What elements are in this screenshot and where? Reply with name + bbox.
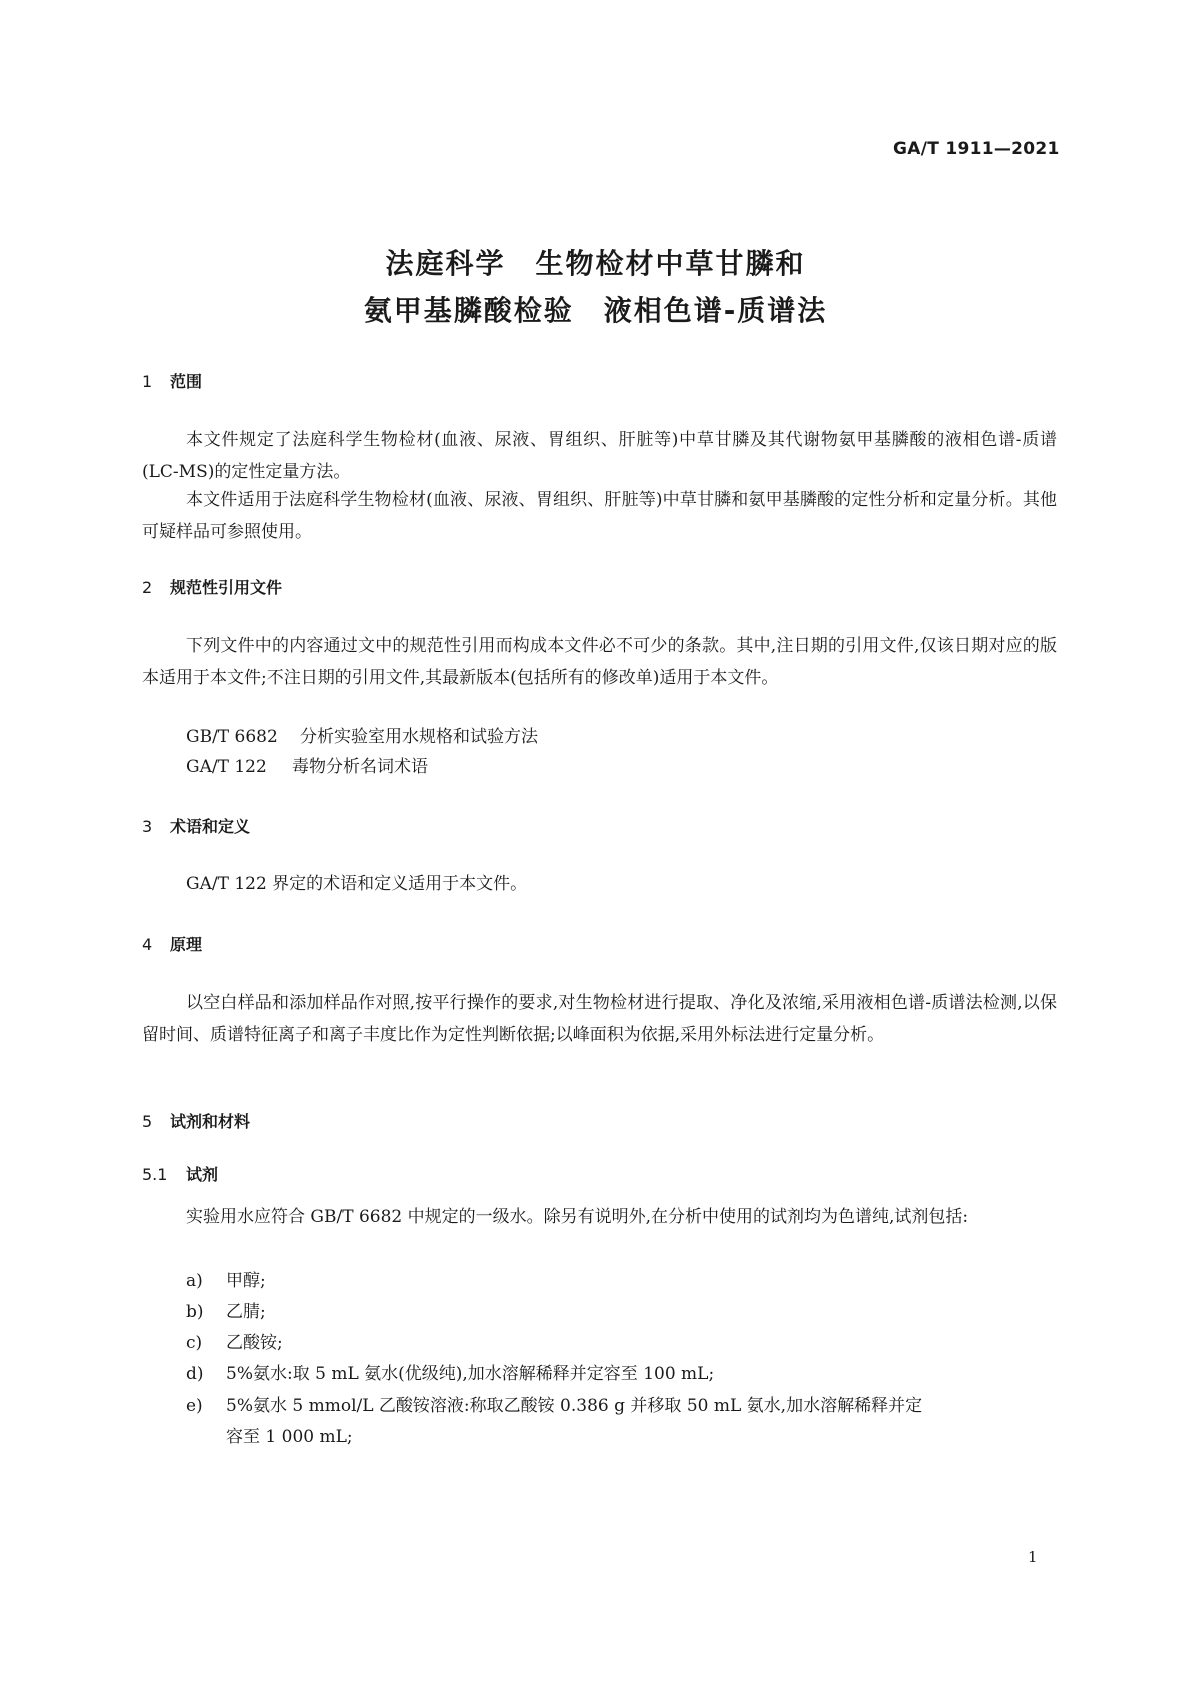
list-item bbox=[186, 1328, 283, 1353]
list-marker: e) bbox=[186, 1396, 203, 1416]
section-number: 1 bbox=[142, 372, 153, 391]
document-title-line1: 法庭科学 生物检材中草甘膦和 bbox=[385, 247, 806, 280]
references-paragraph: 下列文件中的内容通过文中的规范性引用而构成本文件必不可少的条款。其中,注日期的引用文件,仅该日期对应的版本适用于本文件;不注日期的引用文件,其最新版本(包括所有的修改单)适用于本文件。 bbox=[142, 636, 1057, 688]
section-title: 原理 bbox=[170, 935, 203, 954]
section-number: 4 bbox=[142, 935, 153, 954]
reference-code: GB/T 6682 bbox=[186, 727, 278, 747]
section-heading-principle bbox=[142, 932, 202, 955]
list-text: 乙腈; bbox=[226, 1302, 266, 1322]
reference-name: 分析实验室用水规格和试验方法 bbox=[300, 727, 538, 747]
list-item bbox=[186, 1391, 922, 1416]
list-marker: b) bbox=[186, 1302, 204, 1322]
scope-paragraph-1: 本文件规定了法庭科学生物检材(血液、尿液、胃组织、肝脏等)中草甘膦及其代谢物氨甲基膦酸的液相色谱-质谱(LC-MS)的定性定量方法。 bbox=[142, 430, 1057, 482]
section-title: 规范性引用文件 bbox=[170, 578, 283, 597]
list-marker: d) bbox=[186, 1364, 204, 1384]
scope-paragraph-2: 本文件适用于法庭科学生物检材(血液、尿液、胃组织、肝脏等)中草甘膦和氨甲基膦酸的定性分析和定量分析。其他可疑样品可参照使用。 bbox=[142, 490, 1057, 542]
document-title-line2: 氨甲基膦酸检验 液相色谱-质谱法 bbox=[363, 294, 828, 327]
section-number: 5 bbox=[142, 1112, 153, 1131]
section-title: 试剂和材料 bbox=[170, 1112, 251, 1131]
list-text: 5%氨水:取 5 mL 氨水(优级纯),加水溶解稀释并定容至 100 mL; bbox=[226, 1364, 715, 1384]
principle-paragraph: 以空白样品和添加样品作对照,按平行操作的要求,对生物检材进行提取、净化及浓缩,采用液相色谱-质谱法检测,以保留时间、质谱特征离子和离子丰度比作为定性判断依据;以峰面积为依据,采用外标法进行定量分析。 bbox=[142, 993, 1057, 1045]
subsection-number: 5.1 bbox=[142, 1165, 168, 1184]
reference-name: 毒物分析名词术语 bbox=[292, 757, 428, 777]
list-marker: a) bbox=[186, 1271, 203, 1291]
list-item bbox=[186, 1266, 266, 1291]
section-heading-normative-references bbox=[142, 575, 282, 598]
section-heading-terms bbox=[142, 814, 250, 837]
list-text: 5%氨水 5 mmol/L 乙酸铵溶液:称取乙酸铵 0.386 g 并移取 50 mL 氨水,加水溶解稀释并定 bbox=[226, 1396, 923, 1416]
subsection-title: 试剂 bbox=[186, 1165, 219, 1184]
reference-item bbox=[186, 752, 428, 777]
list-item-continuation: 容至 1 000 mL; bbox=[226, 1427, 353, 1447]
section-title: 范围 bbox=[170, 372, 203, 391]
list-text: 乙酸铵; bbox=[226, 1333, 283, 1353]
list-text: 甲醇; bbox=[226, 1271, 266, 1291]
page-number: 1 bbox=[1028, 1548, 1038, 1566]
section-number: 3 bbox=[142, 817, 153, 836]
terms-paragraph: GA/T 122 界定的术语和定义适用于本文件。 bbox=[186, 874, 528, 894]
reference-code: GA/T 122 bbox=[186, 757, 267, 777]
section-number: 2 bbox=[142, 578, 153, 597]
list-item bbox=[186, 1297, 266, 1322]
section-heading-reagents-materials bbox=[142, 1109, 250, 1132]
standard-code: GA/T 1911—2021 bbox=[893, 139, 1060, 159]
reagents-paragraph: 实验用水应符合 GB/T 6682 中规定的一级水。除另有说明外,在分析中使用的试剂均为色谱纯,试剂包括: bbox=[186, 1207, 969, 1227]
subsection-heading-reagents bbox=[142, 1162, 218, 1185]
section-title: 术语和定义 bbox=[170, 817, 251, 836]
list-marker: c) bbox=[186, 1333, 203, 1353]
section-heading-scope bbox=[142, 369, 202, 392]
list-item bbox=[186, 1359, 714, 1384]
reference-item bbox=[186, 722, 538, 747]
